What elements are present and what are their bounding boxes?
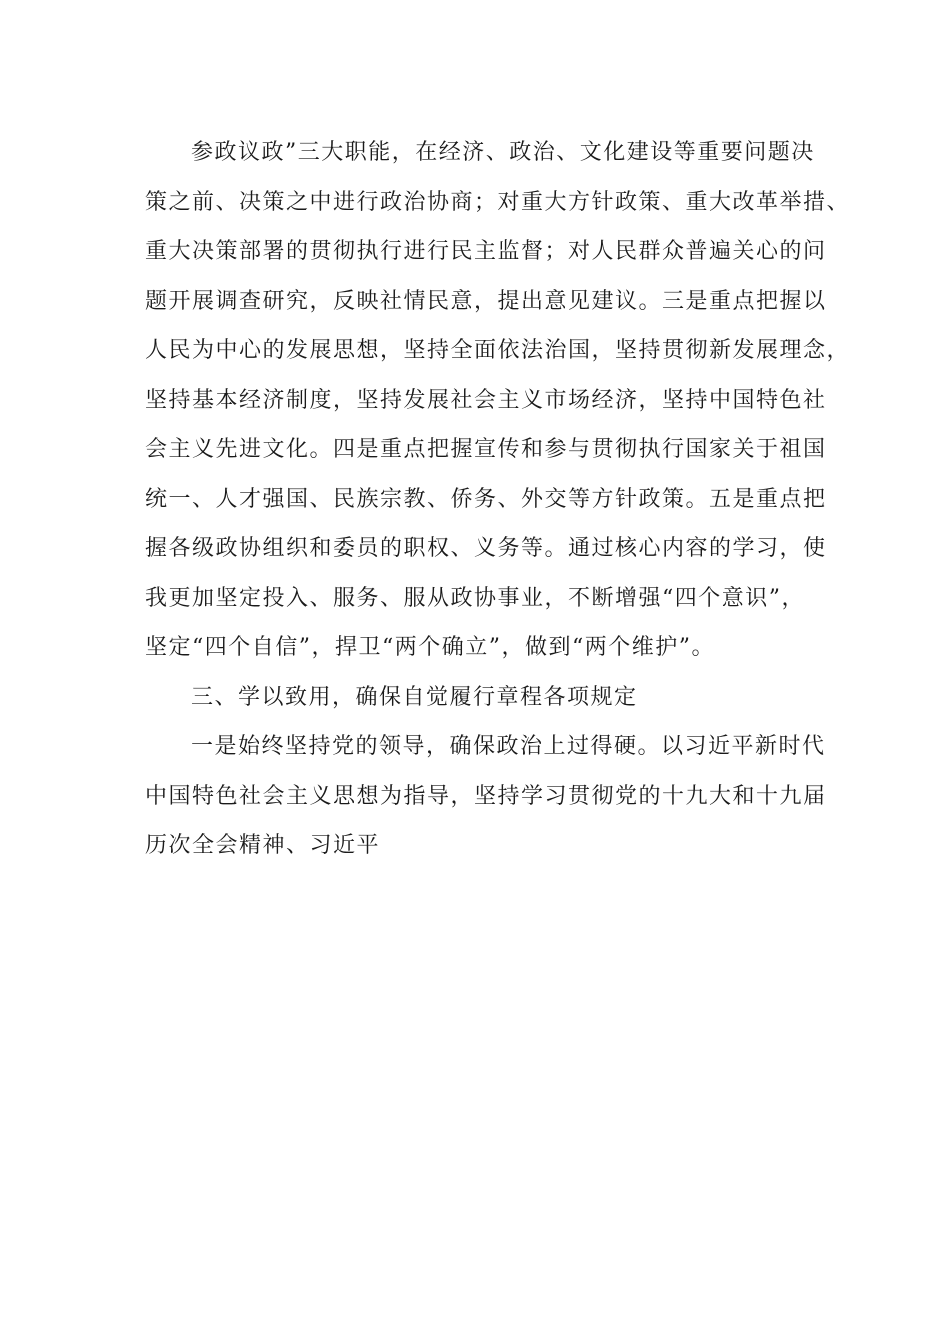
paragraph-line: 统一、人才强国、民族宗教、侨务、外交等方针政策。五是重点把: [145, 486, 827, 512]
paragraph-line: 中国特色社会主义思想为指导，坚持学习贯彻党的十九大和十九届: [145, 783, 827, 809]
paragraph-line: 会主义先进文化。四是重点把握宣传和参与贯彻执行国家关于祖国: [145, 437, 827, 462]
paragraph-line: 人民为中心的发展思想，坚持全面依法治国，坚持贯彻新发展理念，: [145, 338, 851, 363]
paragraph-line: 策之前、决策之中进行政治协商；对重大方针政策、重大改革举措、: [145, 189, 851, 215]
paragraph-line: 参政议政”三大职能，在经济、政治、文化建设等重要问题决: [191, 140, 815, 165]
paragraph-line: 我更加坚定投入、服务、服从政协事业，不断增强“四个意识”，: [145, 585, 805, 611]
paragraph-line: 历次全会精神、习近平: [145, 833, 381, 858]
document-body: [145, 128, 851, 871]
paragraph-line: 一是始终坚持党的领导，确保政治上过得硬。以习近平新时代: [191, 734, 826, 759]
paragraph-line: 重大决策部署的贯彻执行进行民主监督；对人民群众普遍关心的问: [145, 239, 827, 264]
paragraph-line: 坚持基本经济制度，坚持发展社会主义市场经济，坚持中国特色社: [145, 387, 827, 413]
section-heading: 三、学以致用，确保自觉履行章程各项规定: [191, 684, 638, 710]
paragraph-line: 坚定“四个自信”，捍卫“两个确立”，做到“两个维护”。: [145, 635, 715, 660]
paragraph-line: 握各级政协组织和委员的职权、义务等。通过核心内容的学习，使: [145, 536, 827, 561]
paragraph-line: 题开展调查研究，反映社情民意，提出意见建议。三是重点把握以: [145, 288, 827, 314]
